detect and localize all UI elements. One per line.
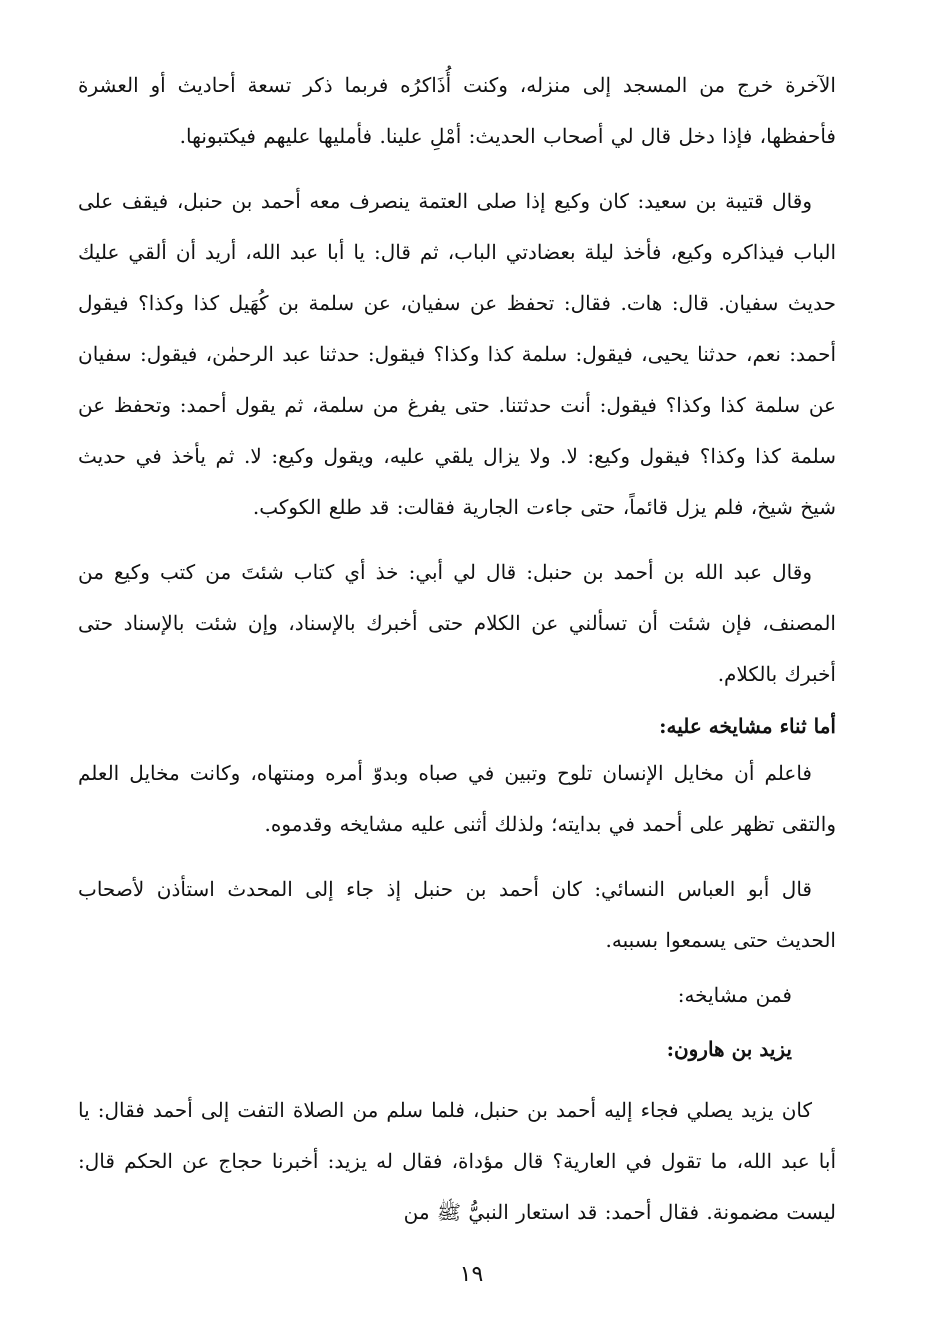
paragraph-6: فمن مشايخه: [677, 983, 792, 1007]
paragraph-3: وقال عبد الله بن أحمد بن حنبل: قال لي أبي: خذ أي كتاب شئتَ من كتب وكيع من المصنف، فإن شئت أن تسألني عن الكلام حتى أخبرك بالإسناد، وإن شئت بالإسناد حتى أخبرك بالكلام. [78, 560, 836, 686]
section-heading-yazid: يزيد بن هارون: [666, 1037, 792, 1061]
paragraph-7: كان يزيد يصلي فجاء إليه أحمد بن حنبل، فلما سلم من الصلاة التفت إلى أحمد فقال: يا أبا عبد الله، ما تقول في العارية؟ قال مؤداة، فقال له يزيد: أخبرنا حجاج عن الحكم قال: ليست مضمونة. فقال أحمد: قد استعار النبيُّ ﷺ من [78, 1098, 836, 1224]
page-number: ١٩ [459, 1262, 484, 1287]
spacer [78, 1077, 836, 1085]
paragraph-4: فاعلم أن مخايل الإنسان تلوح وتبين في صباه وبدوّ أمره ومنتهاه، وكانت مخايل العلم والتقى تظهر على أحمد في بدايته؛ ولذلك أثنى عليه مشايخه وقدموه. [78, 761, 836, 836]
section-heading-praise: أما ثناء مشايخه عليه: [659, 714, 836, 738]
spacer [78, 533, 836, 547]
spacer [78, 850, 836, 864]
paragraph-1: الآخرة خرج من المسجد إلى منزله، وكنت أُذَاكرُه فربما ذكر تسعة أحاديث أو العشرة فأحفظها، فإذا دخل قال لي أصحاب الحديث: أمْلِ علينا. فأمليها عليهم فيكتبونها. [78, 73, 836, 148]
spacer [78, 162, 836, 176]
paragraph-2: وقال قتيبة بن سعيد: كان وكيع إذا صلى العتمة ينصرف معه أحمد بن حنبل، فيقف على الباب فيذاكره وكيع، فأخذ ليلة بعضادتي الباب، ثم قال: يا أبا عبد الله، أريد أن ألقي عليك حديث سفيان. قال: هات. فقال: تحفظ عن سفيان، عن سلمة بن كُهَيل كذا وكذا؟ فيقول أحمد: نعم، حدثنا يحيى، فيقول: سلمة كذا وكذا؟ فيقول: حدثنا عبد الرحمٰن، فيقول: سفيان عن سلمة كذا وكذا؟ فيقول: أنت حدثتنا. حتى يفرغ من سلمة، ثم يقول أحمد: وتحفظ عن سلمة كذا وكذا؟ فيقول وكيع: لا. ولا يزال يلقي عليه، ويقول وكيع: لا. ثم يأخذ في حديث شيخ شيخ، فلم يزل قائماً، حتى جاءت الجارية فقالت: قد طلع الكوكب. [78, 189, 836, 519]
paragraph-5: قال أبو العباس النسائي: كان أحمد بن حنبل إذ جاء إلى المحدث استأذن لأصحاب الحديث حتى يسمعوا بسببه. [78, 877, 836, 952]
